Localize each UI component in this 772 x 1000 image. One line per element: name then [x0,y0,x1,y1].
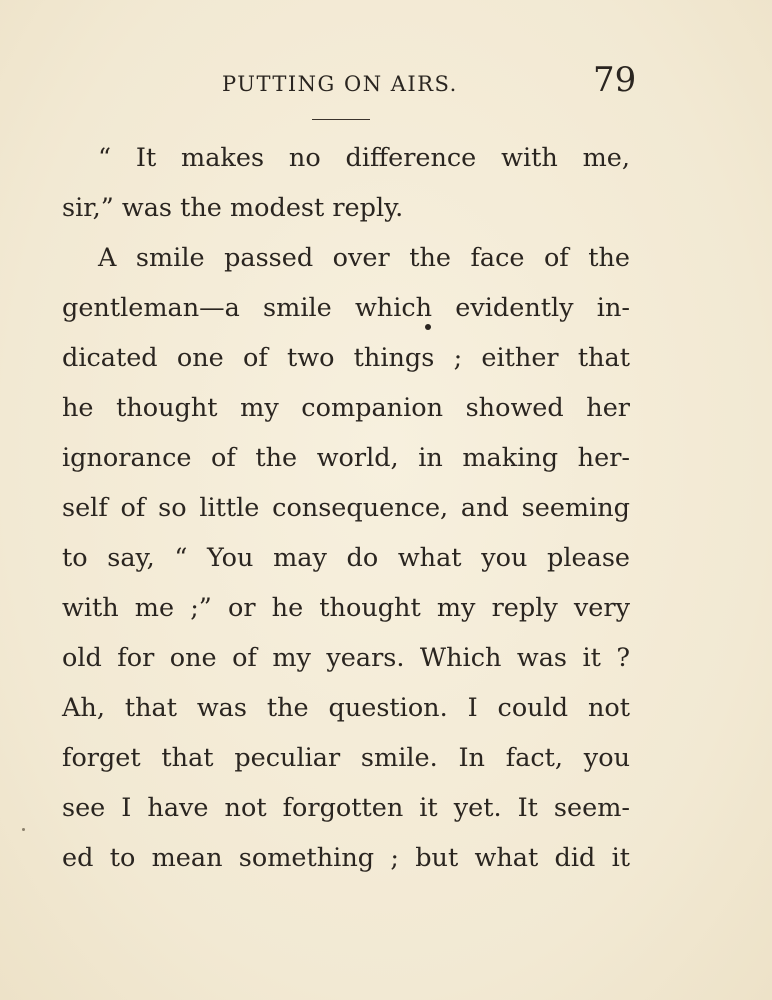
text-line: dicated one of two things ; either that [62,343,630,373]
text-line: gentleman—a smile which evidently in- [62,293,630,323]
text-line: old for one of my years. Which was it ? [62,643,630,673]
running-title: PUTTING ON AIRS. [222,72,458,96]
text-line: ignorance of the world, in making her- [62,443,630,473]
header-rule [312,119,370,120]
text-line: with me ;” or he thought my reply very [62,593,630,623]
text-line: “ It makes no difference with me, [98,143,630,173]
text-line: self of so little consequence, and seeming [62,493,630,523]
margin-mark [22,828,25,831]
text-line: sir,” was the modest reply. [62,193,404,223]
text-line: see I have not forgotten it yet. It seem- [62,793,630,823]
text-line: to say, “ You may do what you please [62,543,630,573]
body-text [62,133,630,883]
text-line: forget that peculiar smile. In fact, you [62,743,630,773]
text-line: he thought my companion showed her [62,393,630,423]
page-number: 79 [593,60,637,100]
text-line: ed to mean something ; but what did it [62,843,630,873]
ink-speck [425,324,431,330]
text-line: A smile passed over the face of the [98,243,630,273]
text-line: Ah, that was the question. I could not [62,693,630,723]
